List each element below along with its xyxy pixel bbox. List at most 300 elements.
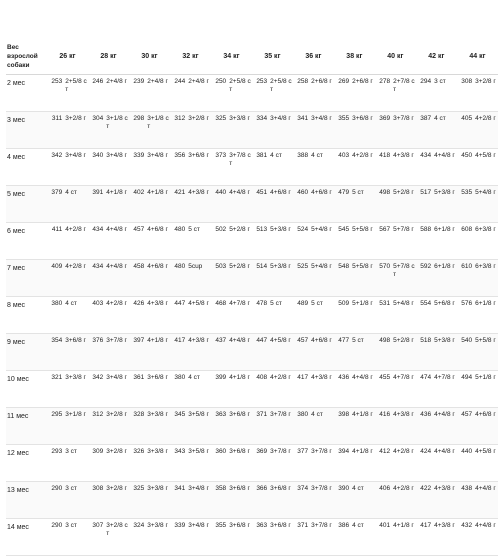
- portion-cell: 4+1/8 г: [146, 186, 170, 223]
- portion-cell: 4 ст: [64, 186, 88, 223]
- grams-cell: 422: [416, 482, 433, 519]
- portion-cell: 5+5/8 г: [474, 334, 498, 371]
- portion-cell: 2+7/8 ст: [392, 75, 416, 112]
- grams-cell: 401: [375, 519, 392, 556]
- table-row: [6, 482, 498, 519]
- grams-cell: 390: [334, 482, 351, 519]
- grams-cell: 397: [129, 334, 146, 371]
- portion-cell: 5 ст: [310, 297, 334, 334]
- grams-cell: 246: [88, 75, 105, 112]
- portion-cell: 3+7/8 г: [310, 445, 334, 482]
- portion-cell: 3+4/8 г: [105, 149, 129, 186]
- grams-cell: 480: [170, 260, 187, 297]
- grams-cell: 360: [211, 445, 228, 482]
- grams-cell: 380: [47, 297, 64, 334]
- grams-cell: 458: [129, 260, 146, 297]
- grams-cell: 418: [375, 149, 392, 186]
- grams-cell: 451: [252, 186, 269, 223]
- grams-cell: 269: [334, 75, 351, 112]
- grams-cell: 366: [252, 482, 269, 519]
- grams-cell: 363: [252, 519, 269, 556]
- table-row: [6, 334, 498, 371]
- grams-cell: 498: [375, 186, 392, 223]
- grams-cell: 548: [334, 260, 351, 297]
- portion-cell: 3+7/8 г: [310, 482, 334, 519]
- grams-cell: 460: [293, 186, 310, 223]
- portion-cell: 3+4/8 г: [64, 149, 88, 186]
- portion-cell: 5+3/8 г: [433, 186, 457, 223]
- portion-cell: 5+6/8 г: [433, 297, 457, 334]
- portion-cell: 4+1/8 г: [146, 334, 170, 371]
- portion-cell: 4+5/8 г: [474, 149, 498, 186]
- portion-cell: 5+3/8 г: [269, 223, 293, 260]
- grams-cell: 498: [375, 334, 392, 371]
- table-row: [6, 371, 498, 408]
- portion-cell: 3+2/8 г: [105, 445, 129, 482]
- grams-cell: 308: [88, 482, 105, 519]
- grams-cell: 477: [334, 334, 351, 371]
- grams-cell: 535: [457, 186, 474, 223]
- grams-cell: 403: [88, 297, 105, 334]
- portion-cell: 4+3/8 г: [146, 297, 170, 334]
- grams-cell: 387: [416, 112, 433, 149]
- portion-cell: 6+3/8 г: [474, 223, 498, 260]
- portion-cell: 2+6/8 г: [310, 75, 334, 112]
- grams-cell: 494: [457, 371, 474, 408]
- grams-cell: 412: [375, 445, 392, 482]
- grams-cell: 417: [170, 334, 187, 371]
- grams-cell: 294: [416, 75, 433, 112]
- grams-cell: 436: [334, 371, 351, 408]
- grams-cell: 417: [416, 519, 433, 556]
- grams-cell: 374: [293, 482, 310, 519]
- portion-cell: 4+4/8 г: [433, 149, 457, 186]
- portion-cell: 3+2/8 г: [105, 482, 129, 519]
- portion-cell: 4+4/8 г: [105, 260, 129, 297]
- portion-cell: 4+3/8 г: [433, 519, 457, 556]
- portion-cell: 4+6/8 г: [269, 186, 293, 223]
- portion-cell: 4+3/8 г: [392, 149, 416, 186]
- portion-cell: 2+5/8 ст: [269, 75, 293, 112]
- portion-cell: 3+7/8 г: [392, 112, 416, 149]
- grams-cell: 341: [170, 482, 187, 519]
- portion-cell: 4+4/8 г: [228, 334, 252, 371]
- grams-cell: 545: [334, 223, 351, 260]
- portion-cell: 3+3/8 г: [146, 519, 170, 556]
- portion-cell: 4+4/8 г: [474, 519, 498, 556]
- weight-header: 26 кг: [47, 38, 88, 75]
- portion-cell: 3+7/8 г: [269, 408, 293, 445]
- portion-cell: 4+2/8 г: [351, 149, 375, 186]
- grams-cell: 406: [375, 482, 392, 519]
- portion-cell: 5+7/8 ст: [392, 260, 416, 297]
- age-cell: 2 мес: [6, 75, 47, 112]
- portion-cell: 4+3/8 г: [187, 186, 211, 223]
- grams-cell: 312: [88, 408, 105, 445]
- portion-cell: 3+4/8 г: [187, 482, 211, 519]
- portion-cell: 4+4/8 г: [105, 223, 129, 260]
- portion-cell: 3+6/8 г: [228, 445, 252, 482]
- grams-cell: 342: [88, 371, 105, 408]
- portion-cell: 3+2/8 г: [474, 75, 498, 112]
- grams-cell: 440: [457, 445, 474, 482]
- grams-cell: 380: [293, 408, 310, 445]
- grams-cell: 326: [129, 445, 146, 482]
- grams-cell: 340: [88, 149, 105, 186]
- table-row: [6, 519, 498, 556]
- table-row: [6, 297, 498, 334]
- grams-cell: 380: [170, 371, 187, 408]
- portion-cell: 3+6/8 г: [269, 482, 293, 519]
- grams-cell: 478: [252, 297, 269, 334]
- table-body: [6, 75, 498, 556]
- portion-cell: 3+5/8 г: [187, 408, 211, 445]
- portion-cell: 4+3/8 г: [310, 371, 334, 408]
- grams-cell: 424: [416, 445, 433, 482]
- table-row: [6, 223, 498, 260]
- grams-cell: 408: [252, 371, 269, 408]
- portion-cell: 5 ст: [351, 334, 375, 371]
- grams-cell: 434: [416, 149, 433, 186]
- portion-cell: 4+7/8 г: [433, 371, 457, 408]
- table-row: [6, 445, 498, 482]
- portion-cell: 3+1/8 ст: [105, 112, 129, 149]
- portion-cell: 3+2/8 ст: [105, 519, 129, 556]
- portion-cell: 5+5/8 г: [351, 223, 375, 260]
- age-cell: 8 мес: [6, 297, 47, 334]
- portion-cell: 4+1/8 г: [105, 186, 129, 223]
- grams-cell: 417: [293, 371, 310, 408]
- portion-cell: 6+1/8 г: [433, 223, 457, 260]
- grams-cell: 293: [47, 445, 64, 482]
- portion-cell: 3+7/8 ст: [228, 149, 252, 186]
- grams-cell: 480: [170, 223, 187, 260]
- age-cell: 7 мес: [6, 260, 47, 297]
- portion-cell: 3+6/8 г: [228, 408, 252, 445]
- grams-cell: 304: [88, 112, 105, 149]
- portion-cell: 4+6/8 г: [310, 334, 334, 371]
- grams-cell: 540: [457, 334, 474, 371]
- grams-cell: 503: [211, 260, 228, 297]
- grams-cell: 592: [416, 260, 433, 297]
- portion-cell: 2+4/8 г: [187, 75, 211, 112]
- grams-cell: 567: [375, 223, 392, 260]
- grams-cell: 386: [334, 519, 351, 556]
- portion-cell: 3+2/8 г: [105, 408, 129, 445]
- grams-cell: 524: [293, 223, 310, 260]
- grams-cell: 321: [47, 371, 64, 408]
- portion-cell: 3+5/8 г: [187, 445, 211, 482]
- portion-cell: 5+1/8 г: [351, 297, 375, 334]
- portion-cell: 4 ст: [310, 149, 334, 186]
- portion-cell: 5+2/8 г: [392, 334, 416, 371]
- grams-cell: 468: [211, 297, 228, 334]
- age-column-header: Вес взрослой собаки: [6, 38, 47, 75]
- weight-header: 34 кг: [211, 38, 252, 75]
- portion-cell: 5+4/8 г: [310, 260, 334, 297]
- weight-header: 35 кг: [252, 38, 293, 75]
- portion-cell: 3+3/8 г: [146, 482, 170, 519]
- grams-cell: 554: [416, 297, 433, 334]
- portion-cell: 4+3/8 г: [433, 482, 457, 519]
- feeding-table-container: [6, 38, 498, 556]
- grams-cell: 411: [47, 223, 64, 260]
- portion-cell: 4+4/8 г: [228, 186, 252, 223]
- grams-cell: 509: [334, 297, 351, 334]
- portion-cell: 4+7/8 г: [392, 371, 416, 408]
- portion-cell: 4+6/8 г: [146, 223, 170, 260]
- portion-cell: 4+4/8 г: [433, 408, 457, 445]
- grams-cell: 324: [129, 519, 146, 556]
- grams-cell: 369: [375, 112, 392, 149]
- portion-cell: 4 ст: [351, 482, 375, 519]
- portion-cell: 3+4/8 г: [146, 149, 170, 186]
- grams-cell: 531: [375, 297, 392, 334]
- portion-cell: 4+7/8 г: [228, 297, 252, 334]
- weight-header: 36 кг: [293, 38, 334, 75]
- portion-cell: 3+6/8 г: [228, 519, 252, 556]
- portion-cell: 3+3/8 г: [146, 408, 170, 445]
- portion-cell: 5+4/8 г: [392, 297, 416, 334]
- portion-cell: 4+5/8 г: [474, 445, 498, 482]
- grams-cell: 373: [211, 149, 228, 186]
- portion-cell: 3 ст: [64, 482, 88, 519]
- portion-cell: 5+5/8 г: [351, 260, 375, 297]
- table-row: [6, 260, 498, 297]
- grams-cell: 342: [47, 149, 64, 186]
- portion-cell: 4+2/8 г: [64, 223, 88, 260]
- portion-cell: 3+7/8 г: [105, 334, 129, 371]
- grams-cell: 447: [252, 334, 269, 371]
- grams-cell: 394: [334, 445, 351, 482]
- portion-cell: 4+1/8 г: [351, 445, 375, 482]
- grams-cell: 345: [170, 408, 187, 445]
- portion-cell: 5+4/8 г: [474, 186, 498, 223]
- grams-cell: 474: [416, 371, 433, 408]
- age-cell: 14 мес: [6, 519, 47, 556]
- grams-cell: 298: [129, 112, 146, 149]
- portion-cell: 3+6/8 г: [146, 371, 170, 408]
- grams-cell: 438: [457, 482, 474, 519]
- portion-cell: 3 ст: [64, 445, 88, 482]
- portion-cell: 3 ст: [433, 75, 457, 112]
- portion-cell: 4 ст: [64, 297, 88, 334]
- grams-cell: 518: [416, 334, 433, 371]
- weight-header: 38 кг: [334, 38, 375, 75]
- grams-cell: 416: [375, 408, 392, 445]
- grams-cell: 432: [457, 519, 474, 556]
- grams-cell: 369: [252, 445, 269, 482]
- portion-cell: 3+3/8 г: [64, 371, 88, 408]
- portion-cell: 2+5/8 ст: [228, 75, 252, 112]
- grams-cell: 403: [334, 149, 351, 186]
- grams-cell: 514: [252, 260, 269, 297]
- portion-cell: 5+3/8 г: [433, 334, 457, 371]
- grams-cell: 250: [211, 75, 228, 112]
- grams-cell: 341: [293, 112, 310, 149]
- grams-cell: 371: [293, 519, 310, 556]
- grams-cell: 258: [293, 75, 310, 112]
- portion-cell: 6+3/8 г: [474, 260, 498, 297]
- portion-cell: 2+5/8 ст: [64, 75, 88, 112]
- portion-cell: 5+1/8 г: [474, 371, 498, 408]
- grams-cell: 402: [129, 186, 146, 223]
- portion-cell: 3 ст: [64, 519, 88, 556]
- portion-cell: 6+1/8 г: [433, 260, 457, 297]
- grams-cell: 608: [457, 223, 474, 260]
- portion-cell: 4+5/8 г: [187, 297, 211, 334]
- grams-cell: 450: [457, 149, 474, 186]
- grams-cell: 489: [293, 297, 310, 334]
- grams-cell: 426: [129, 297, 146, 334]
- portion-cell: 2+6/8 г: [351, 75, 375, 112]
- portion-cell: 3+6/8 г: [64, 334, 88, 371]
- grams-cell: 576: [457, 297, 474, 334]
- grams-cell: 339: [170, 519, 187, 556]
- grams-cell: 513: [252, 223, 269, 260]
- grams-cell: 391: [88, 186, 105, 223]
- grams-cell: 388: [293, 149, 310, 186]
- grams-cell: 309: [88, 445, 105, 482]
- portion-cell: 5+3/8 г: [269, 260, 293, 297]
- portion-cell: 3+4/8 г: [310, 112, 334, 149]
- grams-cell: 295: [47, 408, 64, 445]
- grams-cell: 436: [416, 408, 433, 445]
- portion-cell: 4 ст: [187, 371, 211, 408]
- portion-cell: 5 ст: [351, 186, 375, 223]
- table-row: [6, 112, 498, 149]
- portion-cell: 4+2/8 г: [269, 371, 293, 408]
- age-cell: 11 мес: [6, 408, 47, 445]
- grams-cell: 447: [170, 297, 187, 334]
- age-cell: 5 мес: [6, 186, 47, 223]
- portion-cell: 5+7/8 г: [392, 223, 416, 260]
- age-cell: 6 мес: [6, 223, 47, 260]
- portion-cell: 3+4/8 г: [187, 519, 211, 556]
- portion-cell: 4+4/8 г: [351, 371, 375, 408]
- grams-cell: 354: [47, 334, 64, 371]
- age-cell: 10 мес: [6, 371, 47, 408]
- table-row: [6, 149, 498, 186]
- grams-cell: 355: [211, 519, 228, 556]
- portion-cell: 4+1/8 г: [392, 519, 416, 556]
- grams-cell: 457: [457, 408, 474, 445]
- grams-cell: 525: [293, 260, 310, 297]
- grams-cell: 358: [211, 482, 228, 519]
- portion-cell: 4 ст: [433, 112, 457, 149]
- grams-cell: 440: [211, 186, 228, 223]
- portion-cell: 5+2/8 г: [228, 223, 252, 260]
- grams-cell: 479: [334, 186, 351, 223]
- grams-cell: 361: [129, 371, 146, 408]
- portion-cell: 3+7/8 г: [269, 445, 293, 482]
- portion-cell: 2+4/8 г: [146, 75, 170, 112]
- portion-cell: 6+1/8 г: [474, 297, 498, 334]
- grams-cell: 434: [88, 260, 105, 297]
- grams-cell: 437: [211, 334, 228, 371]
- portion-cell: 4+2/8 г: [392, 482, 416, 519]
- portion-cell: 3+1/8 ст: [146, 112, 170, 149]
- grams-cell: 405: [457, 112, 474, 149]
- portion-cell: 5+2/8 г: [228, 260, 252, 297]
- weight-header: 40 кг: [375, 38, 416, 75]
- portion-cell: 4 ст: [351, 519, 375, 556]
- portion-cell: 3+4/8 г: [105, 371, 129, 408]
- portion-cell: 3+6/8 г: [351, 112, 375, 149]
- grams-cell: 434: [88, 223, 105, 260]
- portion-cell: 4+1/8 г: [228, 371, 252, 408]
- grams-cell: 399: [211, 371, 228, 408]
- portion-cell: 5+4/8 г: [310, 223, 334, 260]
- feeding-table: [6, 38, 498, 556]
- grams-cell: 325: [129, 482, 146, 519]
- grams-cell: 610: [457, 260, 474, 297]
- portion-cell: 3+6/8 г: [187, 149, 211, 186]
- age-cell: 9 мес: [6, 334, 47, 371]
- grams-cell: 343: [170, 445, 187, 482]
- grams-cell: 239: [129, 75, 146, 112]
- grams-cell: 570: [375, 260, 392, 297]
- grams-cell: 421: [170, 186, 187, 223]
- grams-cell: 381: [252, 149, 269, 186]
- grams-cell: 325: [211, 112, 228, 149]
- grams-cell: 244: [170, 75, 187, 112]
- portion-cell: 3+3/8 г: [146, 445, 170, 482]
- grams-cell: 290: [47, 482, 64, 519]
- grams-cell: 457: [129, 223, 146, 260]
- portion-cell: 5+2/8 г: [392, 186, 416, 223]
- grams-cell: 253: [252, 75, 269, 112]
- grams-cell: 308: [457, 75, 474, 112]
- grams-cell: 502: [211, 223, 228, 260]
- grams-cell: 409: [47, 260, 64, 297]
- weight-header: 44 кг: [457, 38, 498, 75]
- grams-cell: 253: [47, 75, 64, 112]
- portion-cell: 3+2/8 г: [64, 112, 88, 149]
- portion-cell: 4+4/8 г: [474, 482, 498, 519]
- grams-cell: 311: [47, 112, 64, 149]
- grams-cell: 457: [293, 334, 310, 371]
- grams-cell: 376: [88, 334, 105, 371]
- weight-header: 42 кг: [416, 38, 457, 75]
- grams-cell: 517: [416, 186, 433, 223]
- portion-cell: 3+1/8 г: [64, 408, 88, 445]
- portion-cell: 4+6/8 г: [474, 408, 498, 445]
- portion-cell: 4+6/8 г: [146, 260, 170, 297]
- portion-cell: 3+3/8 г: [228, 112, 252, 149]
- grams-cell: 355: [334, 112, 351, 149]
- grams-cell: 455: [375, 371, 392, 408]
- grams-cell: 339: [129, 149, 146, 186]
- portion-cell: 3+4/8 г: [269, 112, 293, 149]
- grams-cell: 328: [129, 408, 146, 445]
- age-cell: 3 мес: [6, 112, 47, 149]
- portion-cell: 4 ст: [269, 149, 293, 186]
- portion-cell: 2+4/8 г: [105, 75, 129, 112]
- portion-cell: 3+6/8 г: [228, 482, 252, 519]
- table-row: [6, 408, 498, 445]
- grams-cell: 363: [211, 408, 228, 445]
- grams-cell: 334: [252, 112, 269, 149]
- age-cell: 12 мес: [6, 445, 47, 482]
- portion-cell: 3+2/8 г: [187, 112, 211, 149]
- grams-cell: 356: [170, 149, 187, 186]
- portion-cell: 4+2/8 г: [474, 112, 498, 149]
- portion-cell: 4+5/8 г: [269, 334, 293, 371]
- portion-cell: 5 ст: [269, 297, 293, 334]
- portion-cell: 4+3/8 г: [392, 408, 416, 445]
- portion-cell: 4+2/8 г: [64, 260, 88, 297]
